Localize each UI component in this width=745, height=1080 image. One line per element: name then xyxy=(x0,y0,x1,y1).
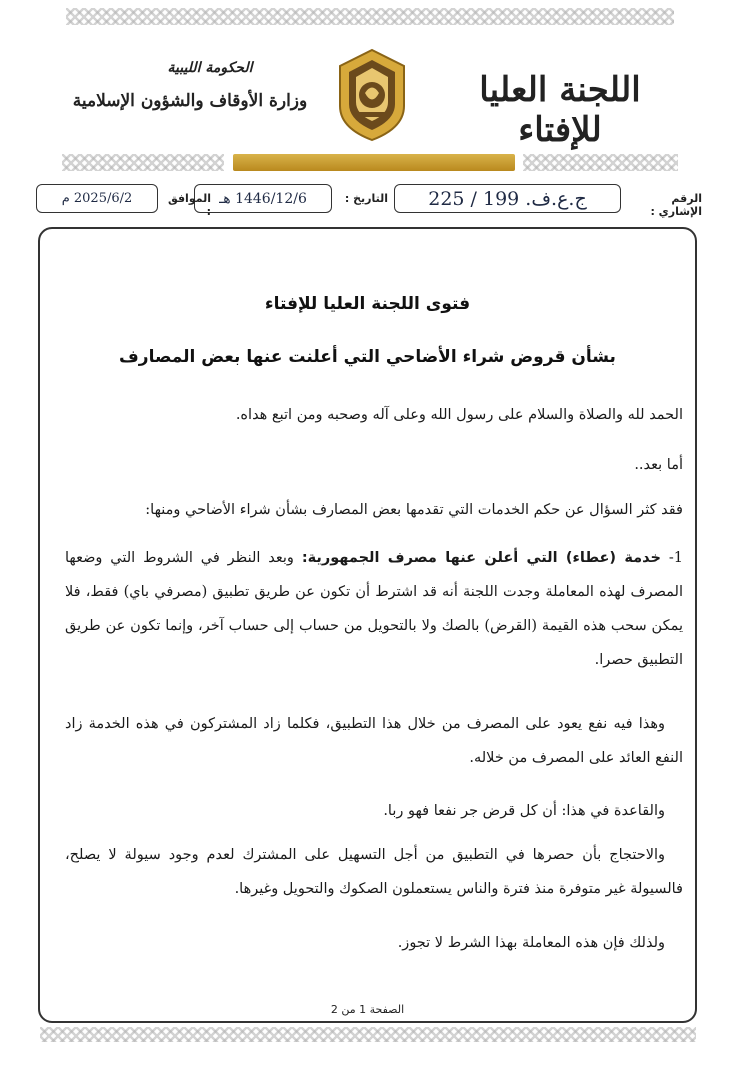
amma-baad-paragraph: أما بعد.. xyxy=(634,457,683,473)
header-ornament-right xyxy=(523,154,678,171)
fatwa-title: فتوى اللجنة العليا للإفتاء xyxy=(264,294,471,314)
opening-paragraph: الحمد لله والصلاة والسلام على رسول الله وعلى آله وصحبه ومن اتبع هداه. xyxy=(235,407,683,423)
header-gold-bar xyxy=(233,154,515,171)
fatwa-subject: بشأن قروض شراء الأضاحي التي أعلنت عنها بعض المصارف xyxy=(119,347,616,367)
bottom-ornament-band xyxy=(40,1027,696,1042)
intro-paragraph: فقد كثر السؤال عن حكم الخدمات التي تقدمها بعض المصارف بشأن شراء الأضاحي ومنها: xyxy=(145,502,683,518)
gregorian-date-label: الموافق : xyxy=(167,192,211,218)
item-1-paragraph xyxy=(65,541,683,677)
reference-row xyxy=(34,184,702,218)
committee-emblem-icon xyxy=(332,48,412,142)
hijri-date-value: 1446/12/6 هـ xyxy=(219,190,307,207)
argument-paragraph: والاحتجاج بأن حصرها في التطبيق من أجل التسهيل على المشترك لعدم وجود سيولة لا يصلح، فالسيولة غير متوفرة منذ فترة والناس يستعملون الصكوك والتحويل وغيرها. xyxy=(65,847,683,897)
item-1-number: 1- xyxy=(668,550,683,566)
ministry-name: وزارة الأوقاف والشؤون الإسلامية xyxy=(72,91,308,111)
gregorian-date-value: 2025/6/2 م xyxy=(61,191,133,206)
conclusion-paragraph: ولذلك فإن هذه المعاملة بهذا الشرط لا تجوز. xyxy=(397,935,665,951)
reference-number-box xyxy=(394,184,621,213)
top-ornament-band xyxy=(66,8,674,25)
hijri-date-box xyxy=(194,184,332,213)
item-1-text: وبعد النظر في الشروط التي وضعها المصرف لهذه المعاملة وجدت اللجنة أنه قد اشترط أن تكون عن طريق تطبيق (مصرفي باي) فقط، فلا يمكن سحب هذه القيمة (القرض) بالصك ولا بالتحويل من حساب إلى حساب آخر، وإنما تكون عن طريق التطبيق حصرا. xyxy=(65,550,683,668)
committee-name: اللجنة العليا للإفتاء xyxy=(479,70,641,150)
reference-number-value: ج.ع.ف. 199 / 225 xyxy=(428,187,587,210)
government-name: الحكومة الليبية xyxy=(167,60,253,76)
item-1-heading: خدمة (عطاء) التي أعلن عنها مصرف الجمهورية: xyxy=(301,550,661,566)
rule-paragraph: والقاعدة في هذا: أن كل قرض جر نفعا فهو ربا. xyxy=(383,803,665,819)
benefit-paragraph: وهذا فيه نفع يعود على المصرف من خلال هذا التطبيق، فكلما زاد المشتركون في هذه الخدمة زاد النفع العائد على المصرف من خلاله. xyxy=(65,716,683,766)
page-number: الصفحة 1 من 2 xyxy=(330,1003,405,1016)
header-ornament-left xyxy=(62,154,224,171)
date-label: التاريخ : xyxy=(344,192,388,205)
reference-number-label: الرقم الإشاري : xyxy=(650,192,702,218)
gregorian-date-box xyxy=(36,184,158,213)
